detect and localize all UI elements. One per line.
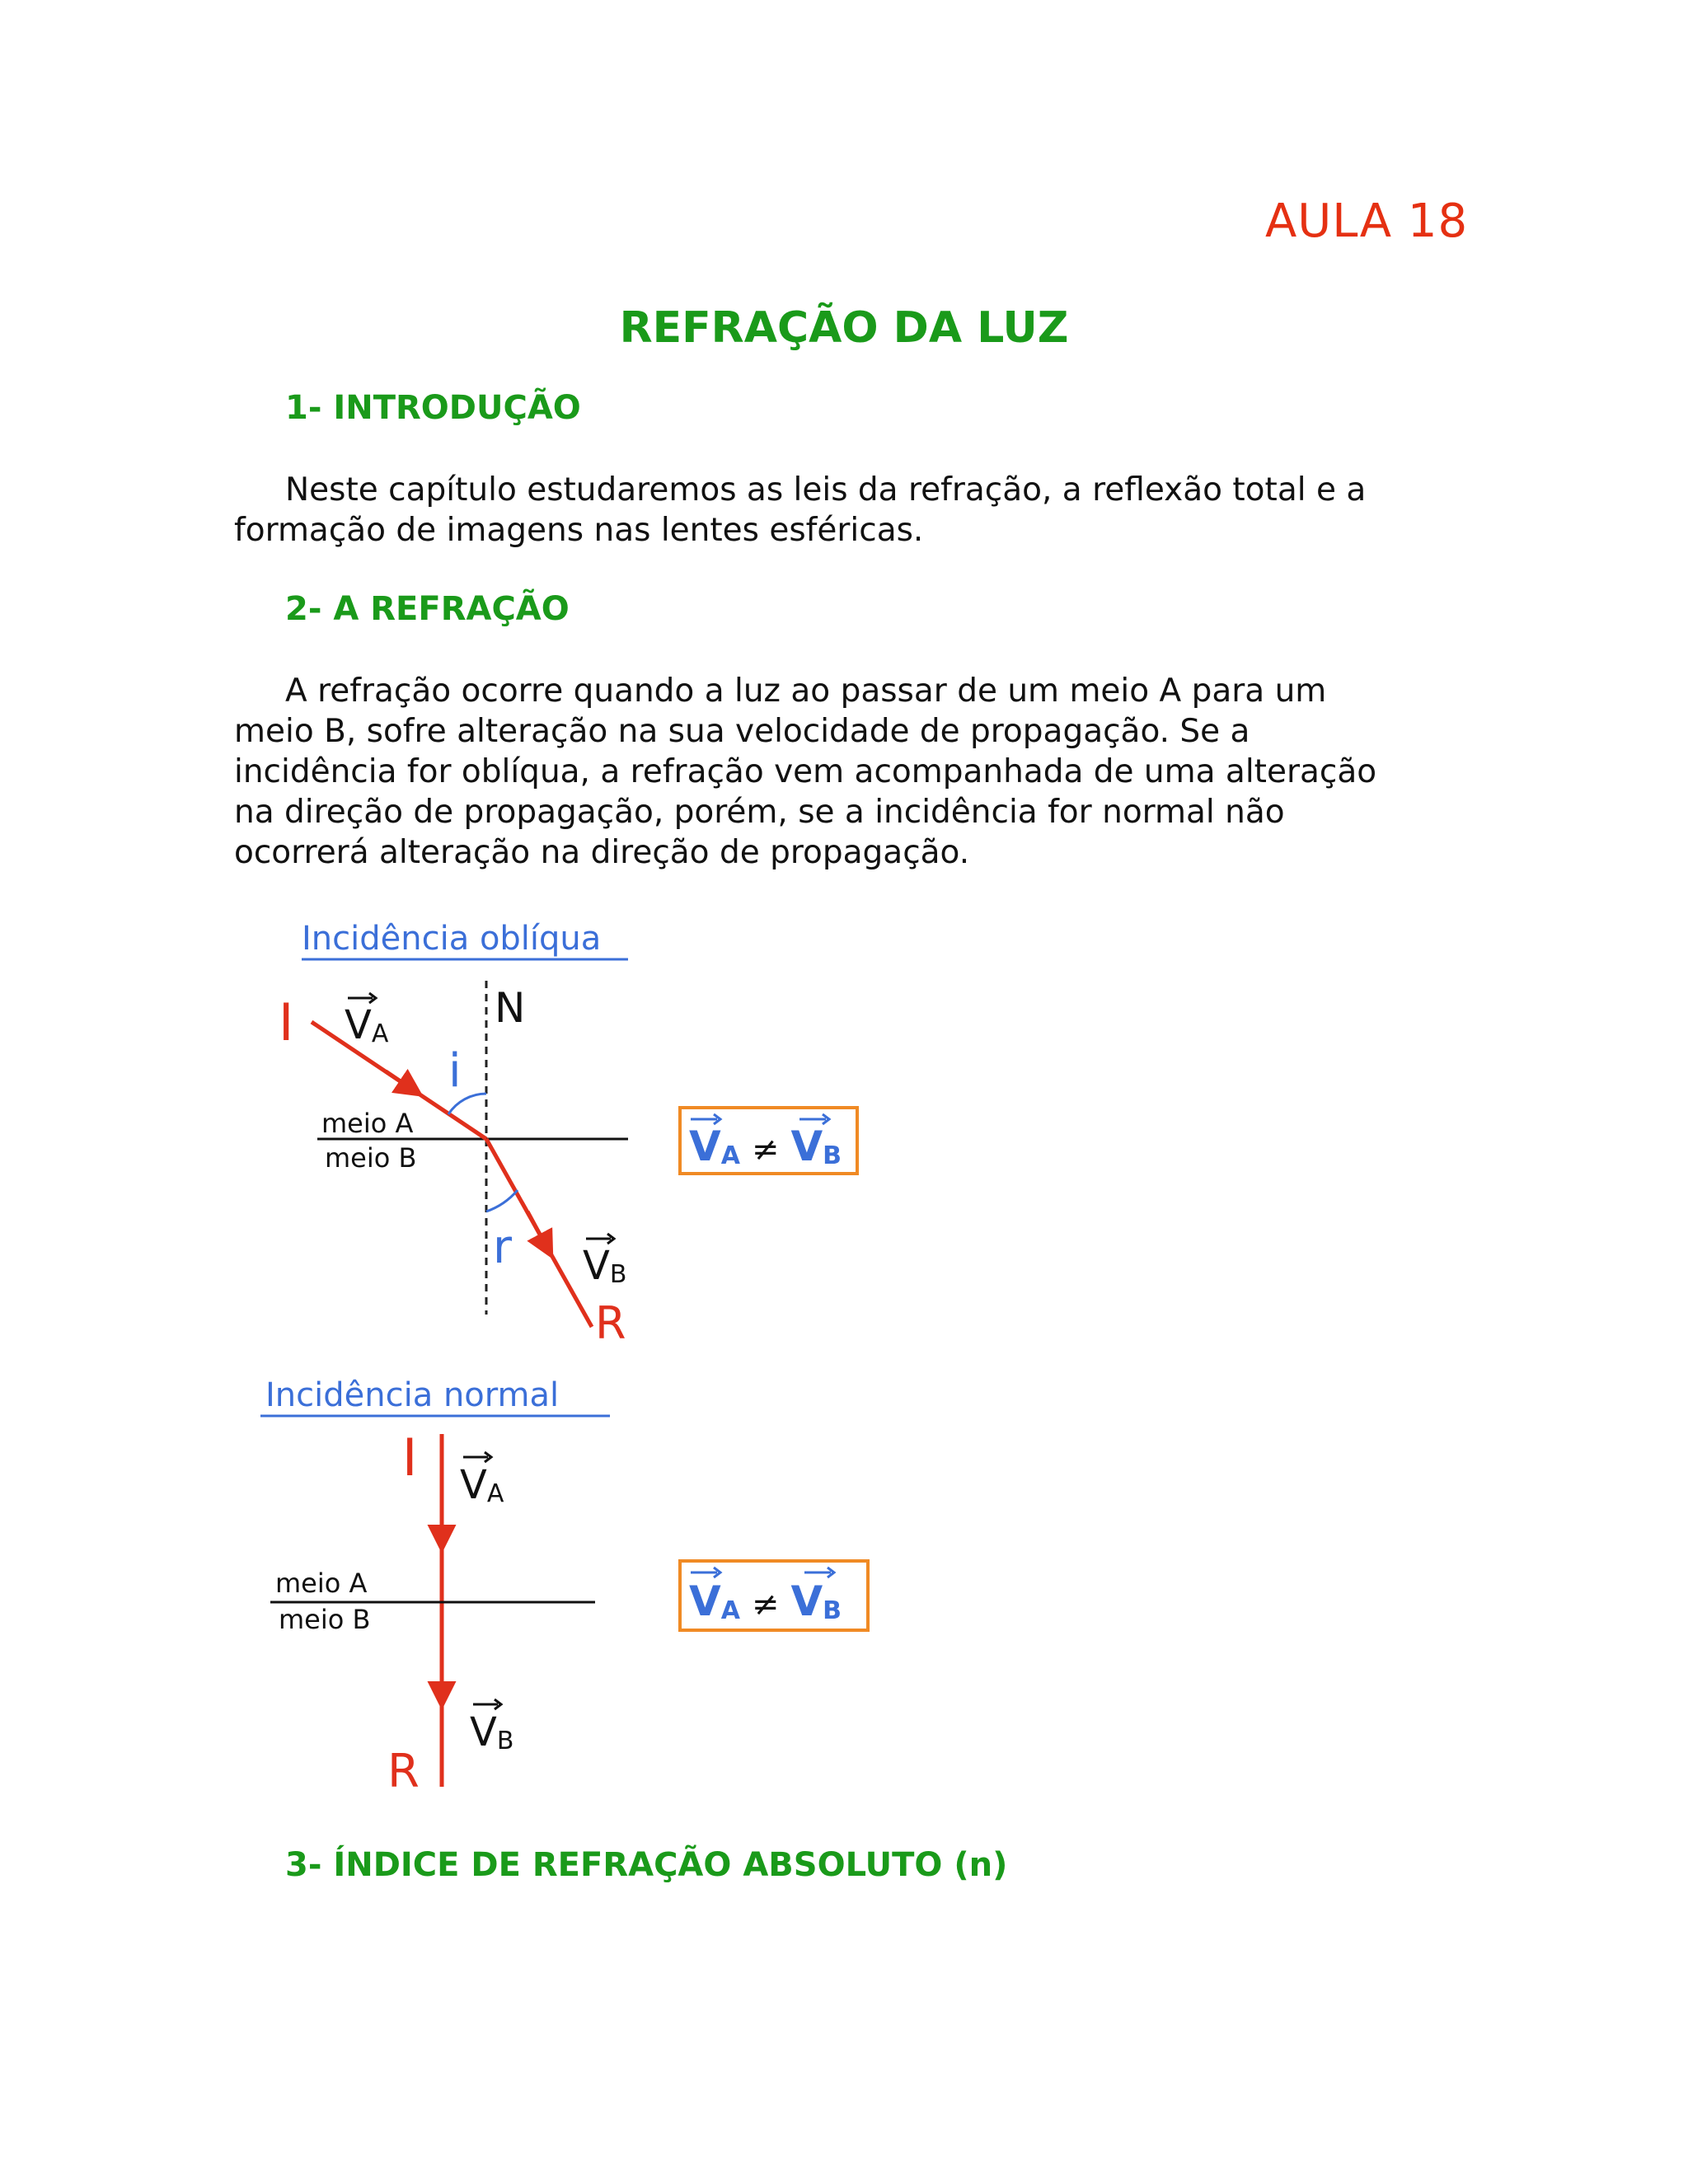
section-heading-introduction: 1- INTRODUÇÃO xyxy=(285,389,581,427)
normal-vector-vb-label: VB xyxy=(470,1709,514,1755)
introduction-paragraph: Neste capítulo estudaremos as leis da refração, a reflexão total e a formação de imagens nas lentes esféricas. xyxy=(234,471,1367,549)
oblique-incident-label: I xyxy=(279,992,294,1052)
normal-incident-label: I xyxy=(402,1427,418,1488)
section-heading-refraction: 2- A REFRAÇÃO xyxy=(285,590,570,628)
oblique-refracted-label: R xyxy=(595,1297,626,1349)
vector-vb-label: VB xyxy=(583,1243,627,1289)
oblique-medium-b: meio B xyxy=(325,1142,417,1174)
normal-incidence-figure xyxy=(260,1376,868,1798)
oblique-velocity-relation: VA ≠ VB xyxy=(689,1122,842,1170)
oblique-medium-a: meio A xyxy=(321,1108,414,1139)
refraction-paragraph: A refração ocorre quando a luz ao passar de um meio A para um meio B, sofre alteração na sua velocidade de propagação. Se a incidência for oblíqua, a refração vem acompanhada de uma alteração na direção de propagação, porém, se a incidência for normal não ocorrerá alteração na direção de propagação. xyxy=(234,673,1377,871)
vector-va-label: VA xyxy=(345,1002,389,1048)
normal-title: Incidência normal xyxy=(265,1376,560,1414)
normal-vector-va-label: VA xyxy=(460,1462,504,1508)
angle-i-label: i xyxy=(448,1044,462,1098)
oblique-title: Incidência oblíqua xyxy=(302,920,602,958)
lesson-number: AULA 18 xyxy=(1265,194,1469,248)
normal-label: N xyxy=(495,984,526,1032)
section-heading-refractive-index: 3- ÍNDICE DE REFRAÇÃO ABSOLUTO (n) xyxy=(285,1846,1008,1884)
normal-velocity-relation: VA ≠ VB xyxy=(689,1577,842,1625)
angle-r-arc xyxy=(486,1190,518,1212)
oblique-incident-arrow xyxy=(386,1071,419,1094)
normal-medium-a: meio A xyxy=(275,1568,368,1599)
page-title: REFRAÇÃO DA LUZ xyxy=(619,303,1069,353)
oblique-refracted-arrow xyxy=(528,1212,551,1254)
oblique-incidence-figure xyxy=(279,920,857,1349)
angle-r-label: r xyxy=(493,1221,513,1274)
normal-refracted-label: R xyxy=(387,1745,420,1798)
normal-medium-b: meio B xyxy=(279,1604,371,1635)
